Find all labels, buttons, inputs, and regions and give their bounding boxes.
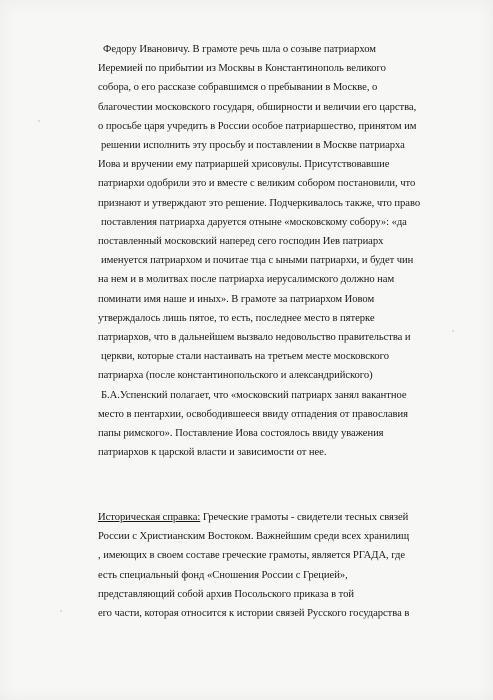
text-line: Федору Ивановичу. В грамоте речь шла о созыве патриархом [103,44,376,55]
section-heading: Историческая справка: [98,512,201,523]
text-line: патриархов к царской власти и зависимости от нее. [98,447,327,459]
text-line: утверждалось лишь пятое, то есть, последнее место в пятерке [98,312,375,324]
text-line: поставления патриарха даруется отныне «московскому собору»: «да [101,216,407,228]
text-line: именуется патриархом и почитае тца с ыными патриархи, и будет чин [101,255,414,267]
text-line: патриархов, что в дальнейшем вызвало недовольство правительства и [98,332,411,344]
text-line: Б.А.Успенский полагает, что «московский патриарх занял вакантное [101,389,407,401]
text-line: Иеремией по прибытии из Москвы в Константинополь великого [98,63,386,75]
text-line: поминати имя наше и иных». В грамоте за патриархом Иовом [98,293,375,305]
main-paragraph [98,40,458,462]
heading-continuation: Греческие грамоты - свидетели тесных связей [200,512,409,523]
text-line: признают и утверждают это решение. Подчеркивалось также, что право [98,197,421,209]
scan-speck [38,120,40,122]
text-line: патриарха (после константинопольского и александрийского) [98,370,373,382]
scan-speck [452,330,454,332]
text-line: место в пентархии, освободившееся ввиду отпадения от православия [98,408,408,420]
text-line: благочестии московского государя, обширности и величии его царства, [98,101,417,113]
reference-paragraph [98,508,458,623]
text-line: о просьбе царя учредить в России особое патриаршество, принятом им [98,120,417,132]
text-line: его части, которая относится к истории связей Русского государства в [98,608,410,620]
text-line: на нем и в молитвах после патриарха иерусалимского должно нам [98,274,395,286]
text-line [98,508,458,527]
text-line: церкви, которые стали настаивать на третьем месте московского [101,351,389,363]
text-line: России с Христианским Востоком. Важнейшим среди всех хранилищ [98,531,410,543]
text-line: решении исполнить эту просьбу и поставлении в Москве патриарха [101,140,405,152]
text-line: Иова и вручении ему патриаршей хрисовулы. Присутствовавшие [98,159,390,171]
text-line: , имеющих в своем составе греческие грамоты, является РГАДА, где [98,550,406,562]
text-line: есть специальный фонд «Сношения России с Грецией», [98,569,348,581]
text-line: папы римского». Поставление Иова состоялось ввиду уважения [98,428,384,440]
text-line: патриархи одобрили это и вместе с великим собором постановили, что [98,178,416,190]
scan-speck [60,610,62,612]
text-line: поставленный московский наперед сего господин Иев патриарх [98,236,384,248]
text-line: собора, о его рассказе собравшимся о пребывании в Москве, о [98,82,378,94]
text-line: представляющий собой архив Посольского приказа в той [98,588,354,600]
